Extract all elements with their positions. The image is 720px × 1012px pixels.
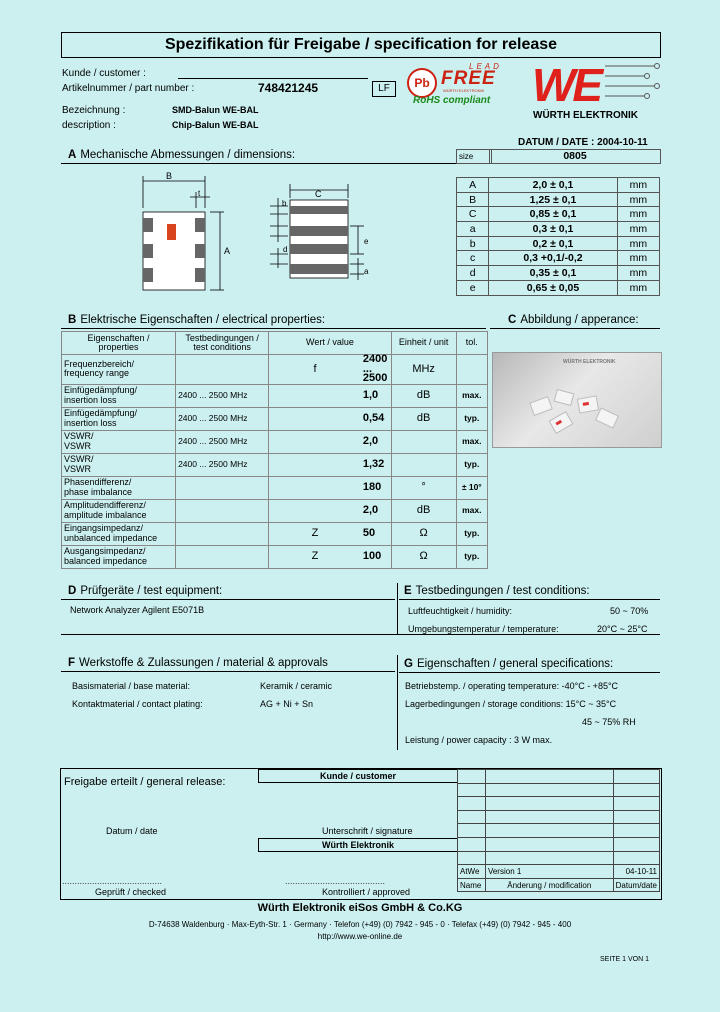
dim-value: 2,0 ± 0,1: [489, 178, 617, 193]
lead-text: LEAD: [469, 62, 502, 71]
photo-brand: WÜRTH ELEKTRONIK: [563, 359, 616, 365]
dimension-row: [457, 178, 660, 193]
section-d-letter: D: [68, 585, 77, 597]
cond-cell: [176, 355, 269, 385]
description-value: Chip-Balun WE-BAL: [172, 120, 259, 130]
dim-label-b: b: [282, 199, 287, 208]
contact-plating-label: Kontaktmaterial / contact plating:: [72, 699, 203, 709]
electrical-table: [61, 331, 488, 569]
dim-symbol: B: [457, 192, 489, 207]
electrical-row: [62, 407, 488, 430]
dim-symbol: c: [457, 251, 489, 266]
we-logo: [527, 58, 662, 124]
prop-cell: VSWR/ VSWR: [62, 430, 176, 453]
dim-unit: mm: [617, 251, 659, 266]
customer-header: Kunde / customer: [258, 769, 458, 783]
dim-unit: mm: [617, 192, 659, 207]
sym-cell: [269, 453, 361, 476]
prop-cell: Phasendifferenz/ phase imbalance: [62, 476, 176, 499]
dimension-table: [456, 177, 660, 296]
section-b-title: [68, 314, 325, 326]
value-cell: 180: [361, 476, 391, 499]
dim-label-e: e: [364, 237, 369, 246]
dim-unit: mm: [617, 236, 659, 251]
chip-1: [529, 396, 553, 416]
dim-label-d: d: [283, 245, 288, 254]
rev-hdr-change: Änderung / modification: [485, 878, 613, 892]
rohs-text: RoHS compliant: [413, 95, 491, 106]
de-bottom-rule: [61, 634, 660, 635]
section-c-rule: [490, 328, 660, 329]
chip-5: [549, 411, 574, 434]
sym-cell: [269, 430, 361, 453]
unit-cell: dB: [391, 407, 456, 430]
size-value: 0805: [489, 149, 661, 164]
checked-dots: ........................................: [62, 876, 163, 886]
section-e-text: Testbedingungen / test conditions:: [415, 585, 590, 597]
de-divider: [397, 583, 398, 634]
page-number: SEITE 1 VON 1: [600, 956, 650, 963]
section-b-text: Elektrische Eigenschaften / electrical properties:: [80, 314, 326, 326]
test-equipment-line: Network Analyzer Agilent E5071B: [70, 605, 205, 615]
section-e-title: [404, 585, 590, 597]
electrical-row: [62, 384, 488, 407]
sym-cell: [269, 499, 361, 522]
unit-cell: dB: [391, 384, 456, 407]
electrical-row: [62, 453, 488, 476]
electrical-row: [62, 430, 488, 453]
designation-label: Bezeichnung :: [62, 105, 126, 116]
electrical-row: [62, 499, 488, 522]
section-g-title: [404, 658, 613, 670]
dim-symbol: A: [457, 178, 489, 193]
tol-cell: max.: [456, 430, 487, 453]
tol-cell: typ.: [456, 453, 487, 476]
section-e-letter: E: [404, 585, 412, 597]
unit-cell: [391, 430, 456, 453]
unit-cell: [391, 453, 456, 476]
footer-address: D-74638 Waldenburg · Max-Eyth-Str. 1 · Germany · Telefon (+49) (0) 7942 - 945 - 0 · Telefax (+49) (0) 7942 - 945 - 400: [148, 920, 572, 929]
fg-divider: [397, 655, 398, 750]
cond-cell: [176, 499, 269, 522]
section-f-rule: [61, 671, 395, 672]
sym-cell: Z: [269, 545, 361, 568]
date-text: DATUM / DATE : 2004-10-11: [518, 137, 648, 148]
rev-hdr-date: Datum/date: [613, 878, 659, 892]
dim-value: 0,3 ± 0,1: [489, 222, 617, 237]
prop-cell: Amplitudendifferenz/ amplitude imbalance: [62, 499, 176, 522]
base-material-value: Keramik / ceramic: [260, 681, 333, 691]
rev-date: 04-10-11: [613, 865, 659, 879]
section-a-text: Mechanische Abmessungen / dimensions:: [80, 149, 296, 161]
sym-cell: [269, 384, 361, 407]
section-a-rule: [61, 163, 456, 164]
section-d-rule: [61, 599, 395, 600]
approved-label: Kontrolliert / approved: [322, 887, 411, 897]
sym-cell: [269, 476, 361, 499]
page-title: Spezifikation für Freigabe / specification for release: [61, 32, 661, 58]
electrical-row: [62, 545, 488, 568]
dim-unit: mm: [617, 222, 659, 237]
operating-temp: Betriebstemp. / operating temperature: -40°C - +85°C: [405, 681, 619, 691]
dim-value: 0,35 ± 0,1: [489, 266, 617, 281]
prop-cell: Ausgangsimpedanz/ balanced impedance: [62, 545, 176, 568]
checked-label: Geprüft / checked: [95, 887, 167, 897]
temperature-label: Umgebungstemperatur / temperature:: [408, 624, 559, 634]
dim-label-a: a: [364, 267, 369, 276]
cond-cell: [176, 545, 269, 568]
section-c-text: Abbildung / apperance:: [520, 314, 639, 326]
dimension-row: [457, 192, 660, 207]
dim-symbol: e: [457, 280, 489, 295]
cond-cell: [176, 522, 269, 545]
component-photo: [492, 352, 662, 448]
hdr-conditions: Testbedingungen / test conditions: [176, 332, 269, 355]
lf-badge: LF: [372, 81, 396, 97]
tol-cell: ± 10°: [456, 476, 487, 499]
chip-4: [595, 407, 619, 428]
footer-company: Würth Elektronik eiSos GmbH & Co.KG: [257, 902, 463, 914]
tol-cell: typ.: [456, 522, 487, 545]
tol-cell: typ.: [456, 407, 487, 430]
dimension-row: [457, 280, 660, 295]
part-number-label: Artikelnummer / part number :: [62, 83, 195, 94]
hdr-properties: Eigenschaften / properties: [62, 332, 176, 355]
temperature-value: 20°C ~ 25°C: [597, 624, 648, 634]
prop-cell: Eingangsimpedanz/ unbalanced impedance: [62, 522, 176, 545]
value-cell: 1,32: [361, 453, 391, 476]
sym-cell: [269, 407, 361, 430]
value-cell: 100: [361, 545, 391, 568]
prop-cell: Frequenzbereich/ frequency range: [62, 355, 176, 385]
rev-hdr-name: Name: [458, 878, 486, 892]
storage-humidity: 45 ~ 75% RH: [582, 717, 636, 727]
hdr-value: Wert / value: [269, 332, 391, 355]
humidity-value: 50 ~ 70%: [610, 606, 649, 616]
designation-value: SMD-Balun WE-BAL: [172, 105, 259, 115]
customer-line: [178, 78, 368, 79]
cond-cell: 2400 ... 2500 MHz: [176, 430, 269, 453]
dim-value: 0,2 ± 0,1: [489, 236, 617, 251]
approved-dots: ........................................: [285, 876, 386, 886]
prop-cell: VSWR/ VSWR: [62, 453, 176, 476]
unit-cell: Ω: [391, 522, 456, 545]
dim-label-A: A: [224, 246, 231, 256]
dim-symbol: C: [457, 207, 489, 222]
chip-3: [577, 395, 599, 413]
power-capacity: Leistung / power capacity : 3 W max.: [405, 735, 553, 745]
dim-value: 0,65 ± 0,05: [489, 280, 617, 295]
hdr-tol: tol.: [456, 332, 487, 355]
we-header: Würth Elektronik: [258, 838, 458, 852]
dim-label-C: C: [315, 189, 322, 199]
prop-cell: Einfügedämpfung/ insertion loss: [62, 384, 176, 407]
prop-cell: Einfügedämpfung/ insertion loss: [62, 407, 176, 430]
section-g-letter: G: [404, 658, 413, 670]
cond-cell: [176, 476, 269, 499]
part-number: 748421245: [258, 81, 319, 95]
tol-cell: max.: [456, 499, 487, 522]
hdr-unit: Einheit / unit: [391, 332, 456, 355]
electrical-row: [62, 476, 488, 499]
lead-free-logo: [405, 62, 515, 112]
section-d-title: [68, 585, 222, 597]
section-a-title: [68, 149, 295, 161]
storage-conditions: Lagerbedingungen / storage conditions: 15°C ~ 35°C: [405, 699, 617, 709]
section-a-letter: A: [68, 149, 77, 161]
dim-label-t: t: [198, 189, 201, 198]
dimension-row: [457, 222, 660, 237]
rev-change: Version 1: [485, 865, 613, 879]
value-cell: 2400 ... 2500: [361, 355, 391, 385]
section-g-rule: [399, 672, 660, 673]
tol-cell: typ.: [456, 545, 487, 568]
value-cell: 2,0: [361, 430, 391, 453]
chip-2: [554, 389, 575, 406]
section-c-title: [508, 314, 639, 326]
dim-symbol: d: [457, 266, 489, 281]
value-cell: 2,0: [361, 499, 391, 522]
section-g-text: Eigenschaften / general specifications:: [416, 658, 614, 670]
general-release-label: Freigabe erteilt / general release:: [64, 776, 226, 788]
dimension-row: [457, 236, 660, 251]
footer-url[interactable]: http://www.we-online.de: [317, 932, 403, 941]
unit-cell: Ω: [391, 545, 456, 568]
size-label: size: [456, 149, 492, 164]
sym-cell: f: [269, 355, 361, 385]
customer-label: Kunde / customer :: [62, 68, 146, 79]
circuit-icon: [605, 60, 661, 104]
signature-label: Unterschrift / signature: [322, 826, 413, 836]
base-material-label: Basismaterial / base material:: [72, 681, 191, 691]
dim-unit: mm: [617, 266, 659, 281]
we-letters: WE: [532, 59, 601, 111]
section-f-title: [68, 657, 328, 669]
dim-unit: mm: [617, 178, 659, 193]
unit-cell: °: [391, 476, 456, 499]
sym-cell: Z: [269, 522, 361, 545]
section-b-letter: B: [68, 314, 77, 326]
contact-plating-value: AG + Ni + Sn: [260, 699, 314, 709]
dim-value: 0,85 ± 0,1: [489, 207, 617, 222]
lead-free-small: WÜRTH ELEKTRONIK: [443, 88, 485, 93]
tol-cell: max.: [456, 384, 487, 407]
dim-symbol: b: [457, 236, 489, 251]
value-cell: 0,54: [361, 407, 391, 430]
section-e-rule: [399, 599, 660, 600]
electrical-row: [62, 522, 488, 545]
cond-cell: 2400 ... 2500 MHz: [176, 407, 269, 430]
dim-value: 1,25 ± 0,1: [489, 192, 617, 207]
cond-cell: 2400 ... 2500 MHz: [176, 453, 269, 476]
dimension-drawing: [120, 168, 390, 298]
dim-unit: mm: [617, 280, 659, 295]
section-f-letter: F: [68, 657, 76, 669]
free-text: FREE: [441, 68, 496, 89]
value-cell: 50: [361, 522, 391, 545]
section-f-text: Werkstoffe & Zulassungen / material & approvals: [79, 657, 328, 669]
dim-value: 0,3 +0,1/-0,2: [489, 251, 617, 266]
tol-cell: [456, 355, 487, 385]
humidity-label: Luftfeuchtigkeit / humidity:: [408, 606, 513, 616]
dimension-row: [457, 266, 660, 281]
description-label: description :: [62, 120, 116, 131]
dimension-row: [457, 251, 660, 266]
value-cell: 1,0: [361, 384, 391, 407]
pb-icon: Pb: [407, 68, 437, 98]
dim-unit: mm: [617, 207, 659, 222]
section-b-rule: [61, 328, 486, 329]
cond-cell: 2400 ... 2500 MHz: [176, 384, 269, 407]
section-d-text: Prüfgeräte / test equipment:: [80, 585, 223, 597]
electrical-row: [62, 355, 488, 385]
section-c-letter: C: [508, 314, 517, 326]
revision-table: [457, 769, 660, 892]
dim-label-B: B: [166, 171, 173, 181]
date-label: Datum / date: [106, 826, 158, 836]
unit-cell: MHz: [391, 355, 456, 385]
rev-name: AtWe: [458, 865, 486, 879]
dim-symbol: a: [457, 222, 489, 237]
brand-name: WÜRTH ELEKTRONIK: [533, 110, 638, 121]
dimension-row: [457, 207, 660, 222]
unit-cell: dB: [391, 499, 456, 522]
